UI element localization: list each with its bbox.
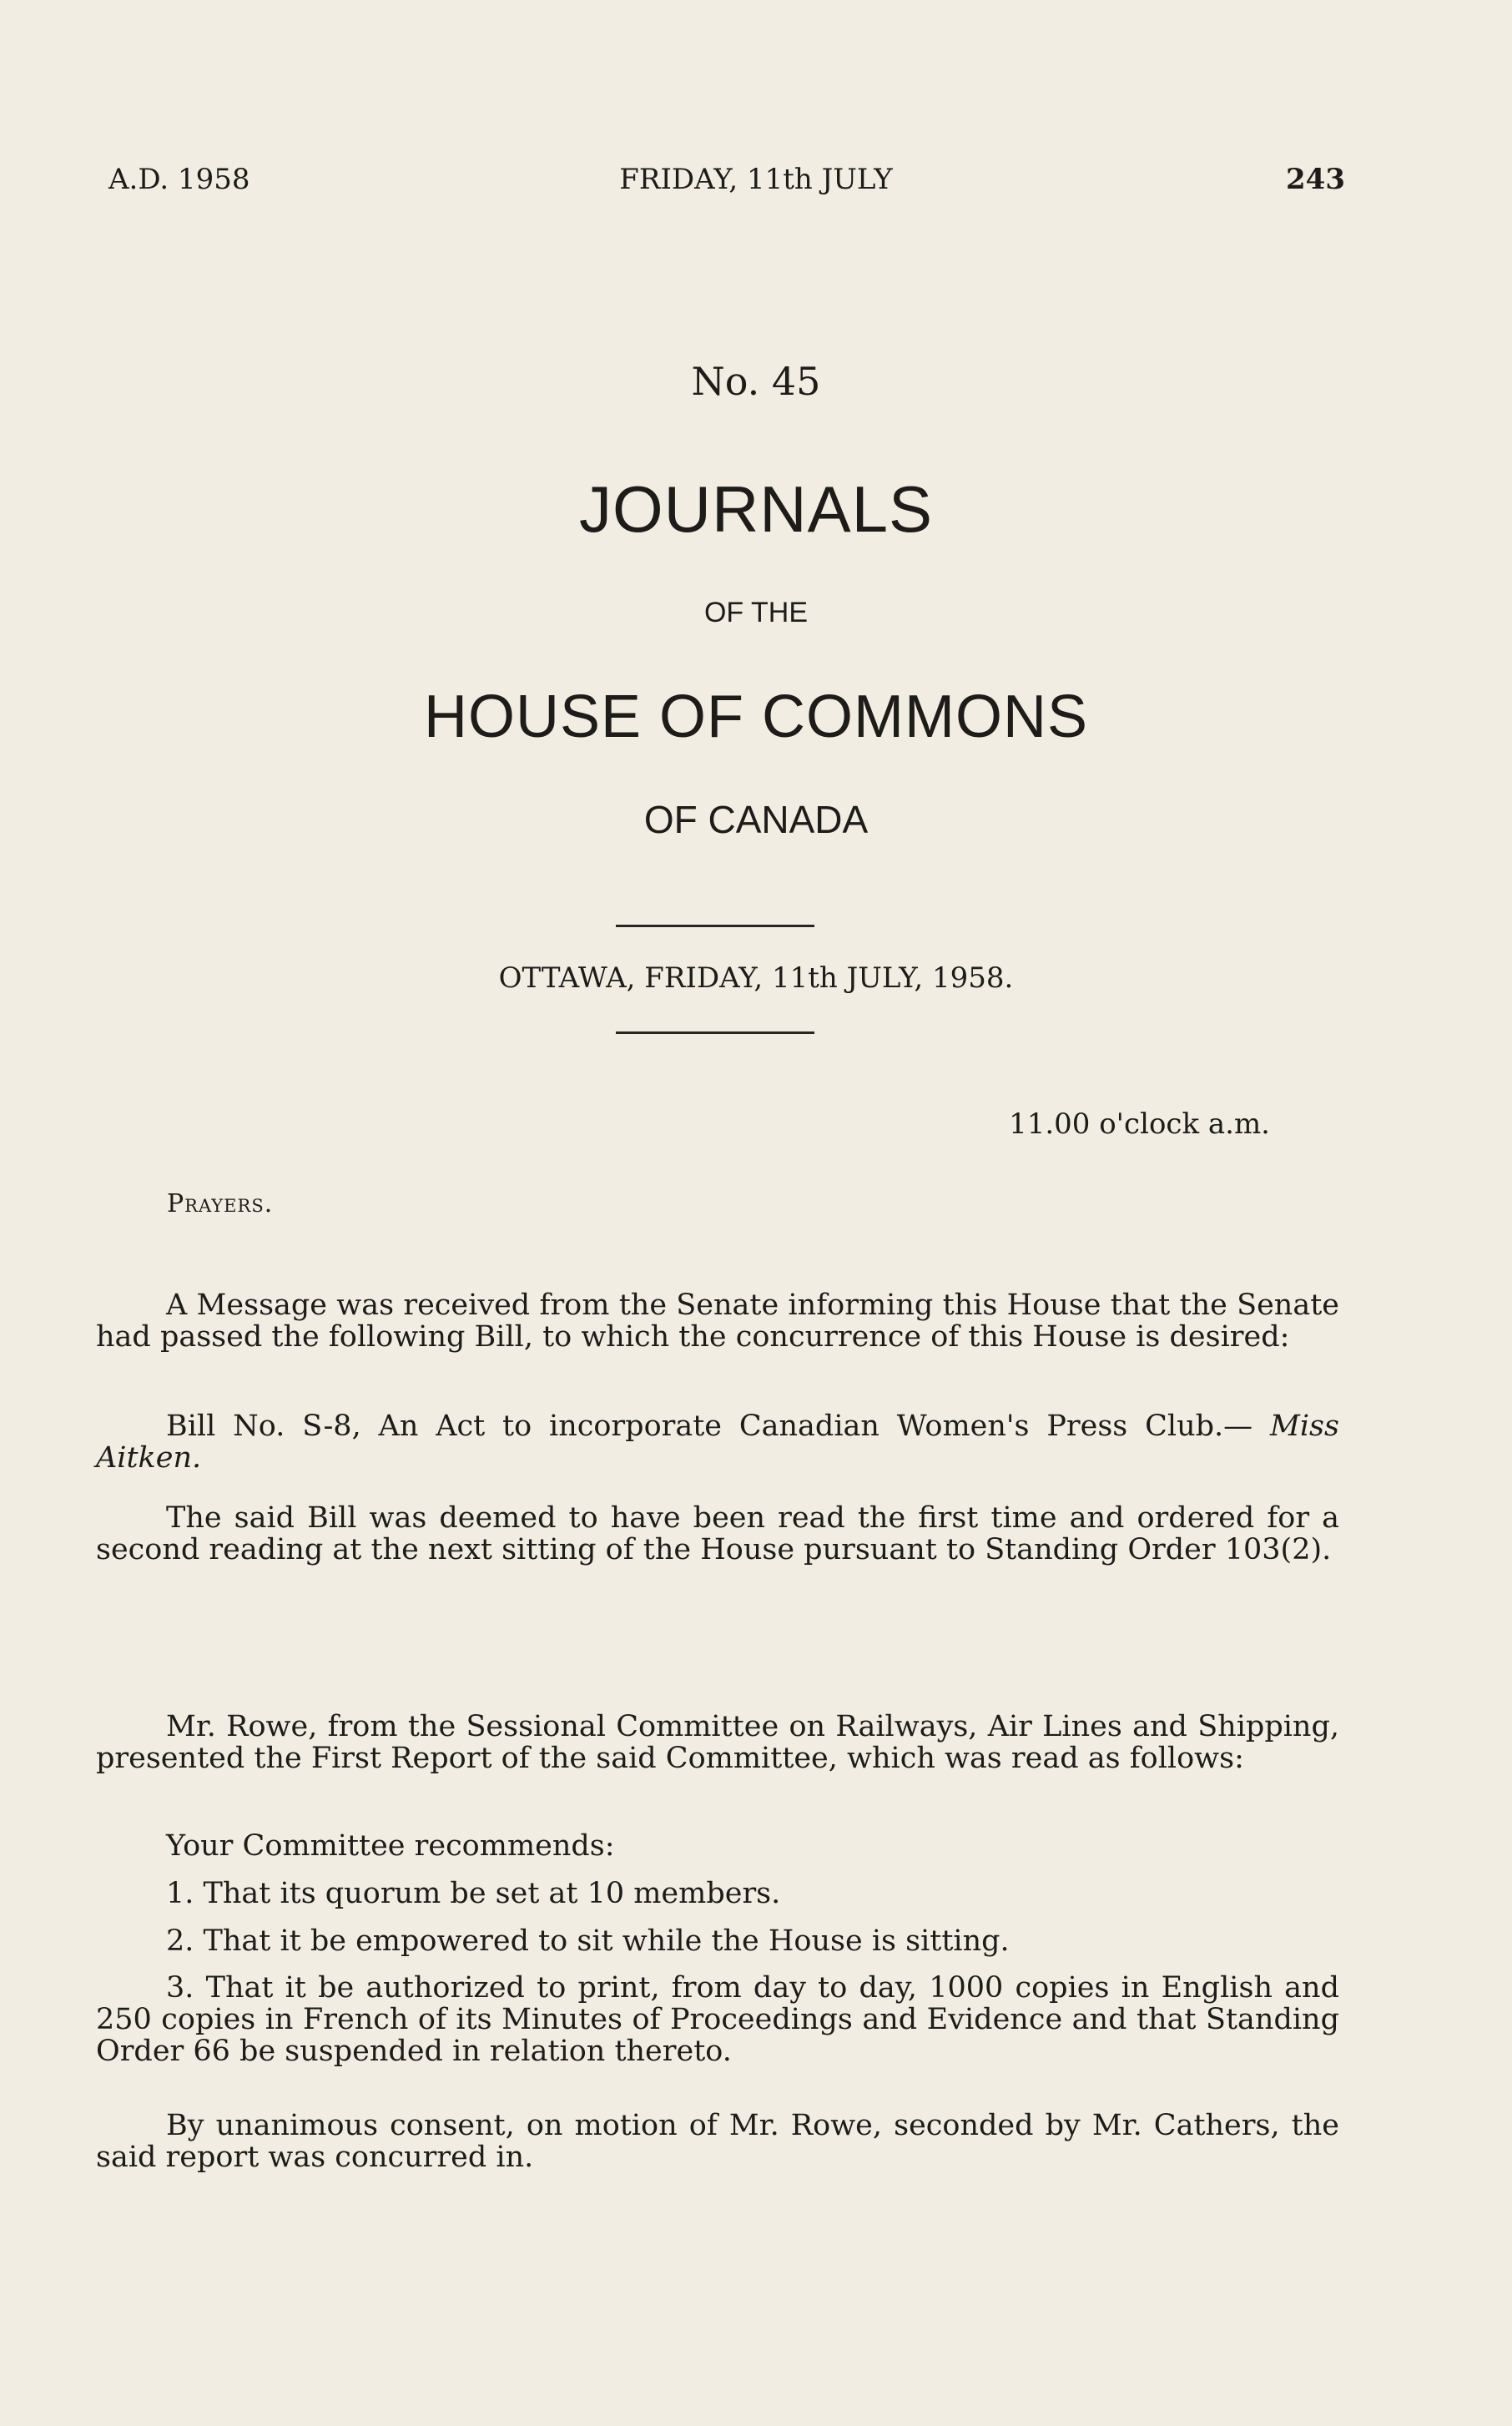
divider-rule — [616, 1031, 814, 1034]
bill-sponsor: Miss Aitken. — [96, 1410, 1339, 1475]
title-house-of-commons: HOUSE OF COMMONS — [423, 683, 1088, 750]
recommends-line: Your Committee recommends: — [166, 1829, 615, 1863]
senate-message-paragraph: A Message was received from the Senate informing this House that the Senate had passed the following Bill, to which the concurrence of this House is desired: — [96, 1289, 1339, 1354]
dateline: OTTAWA, FRIDAY, 11th JULY, 1958. — [498, 961, 1014, 995]
recommendation-item: 2. That it be empowered to sit while the House is sitting. — [166, 1924, 1010, 1958]
title-of-canada: OF CANADA — [643, 798, 869, 841]
recommendation-item: 1. That its quorum be set at 10 members. — [166, 1877, 781, 1910]
title-of-the: OF THE — [703, 597, 809, 628]
title-journals: JOURNALS — [578, 472, 934, 546]
bill-paragraph — [96, 1410, 1339, 1474]
concurrence-paragraph: By unanimous consent, on motion of Mr. Rowe, seconded by Mr. Cathers, the said report was concurred in. — [96, 2109, 1339, 2174]
running-header — [0, 163, 1512, 213]
prayers-heading: Prayers. — [167, 1189, 274, 1218]
first-reading-paragraph: The said Bill was deemed to have been read the first time and ordered for a second reading at the next sitting of the House pursuant to Standing Order 103(2). — [96, 1501, 1339, 1566]
committee-report-paragraph: Mr. Rowe, from the Sessional Committee on Railways, Air Lines and Shipping, presented the First Report of the said Committee, which was read as follows: — [96, 1710, 1339, 1775]
recommendation-item: 3. That it be authorized to print, from day to day, 1000 copies in English and 250 copies in French of its Minutes of Proceedings and Evidence and that Standing Order 66 be suspended in relation thereto. — [96, 1971, 1339, 2068]
header-year: A.D. 1958 — [108, 163, 250, 196]
bill-title: Bill No. S-8, An Act to incorporate Canadian Women's Press Club.— — [166, 1410, 1253, 1443]
sitting-time: 11.00 o'clock a.m. — [1009, 1107, 1270, 1141]
issue-number: No. 45 — [691, 359, 821, 404]
page-number: 243 — [1286, 163, 1345, 196]
header-date: FRIDAY, 11th JULY — [619, 163, 893, 196]
divider-rule — [616, 925, 814, 927]
